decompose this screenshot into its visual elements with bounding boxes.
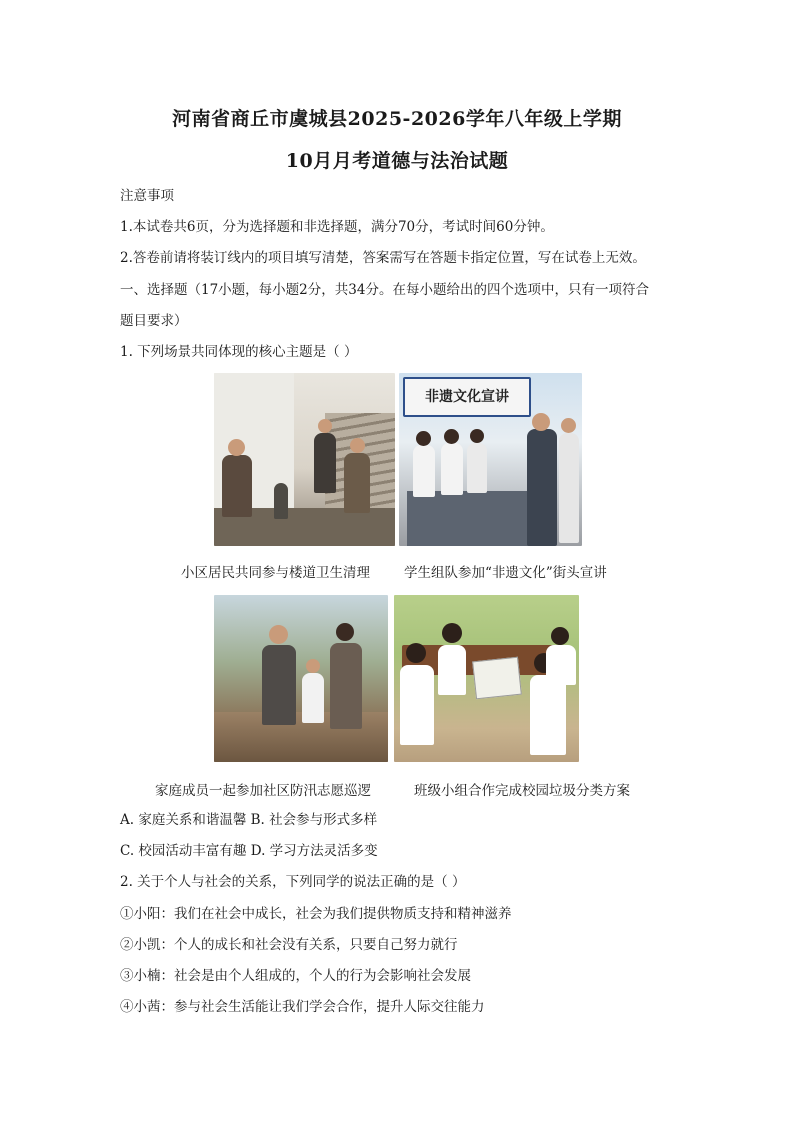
section-intro-line1: 一、选择题（17小题，每小题2分，共34分。在每小题给出的四个选项中，只有一项符合 (120, 282, 649, 298)
booth-banner: 非遗文化宣讲 (403, 377, 531, 417)
notes-item-2: 2.答卷前请将装订线内的项目填写清楚，答案需写在答题卡指定位置，写在试卷上无效。 (120, 250, 646, 266)
notes-heading: 注意事项 (120, 188, 174, 204)
photo-4-caption: 班级小组合作完成校园垃圾分类方案 (414, 783, 630, 799)
question-2-item-2: ②小凯：个人的成长和社会没有关系，只要自己努力就行 (120, 937, 458, 953)
question-2-item-1: ①小阳：我们在社会中成长，社会为我们提供物质支持和精神滋养 (120, 906, 512, 922)
question-1-options-ab: A. 家庭关系和谐温馨 B. 社会参与形式多样 (120, 812, 378, 828)
photo-flood-patrol-family (214, 595, 388, 762)
question-2-item-4: ④小茜：参与社会生活能让我们学会合作，提升人际交往能力 (120, 999, 485, 1015)
photo-stairwell-cleaning (214, 373, 395, 546)
photo-3-caption: 家庭成员一起参加社区防汛志愿巡逻 (155, 783, 371, 799)
exam-title-line2: 10月月考道德与法治试题 (285, 150, 509, 172)
photo-1-caption: 小区居民共同参与楼道卫生清理 (181, 565, 370, 581)
question-1-stem: 1. 下列场景共同体现的核心主题是（ ） (120, 344, 358, 360)
photo-heritage-street-booth (399, 373, 582, 546)
photo-garbage-sorting-plan (394, 595, 579, 762)
photo-2-caption: 学生组队参加“非遗文化”街头宣讲 (404, 565, 607, 581)
section-intro-line2: 题目要求） (120, 313, 188, 329)
question-2-item-3: ③小楠：社会是由个人组成的，个人的行为会影响社会发展 (120, 968, 471, 984)
notes-item-1: 1.本试卷共6页，分为选择题和非选择题，满分70分，考试时间60分钟。 (120, 219, 554, 235)
question-1-options-cd: C. 校园活动丰富有趣 D. 学习方法灵活多变 (120, 843, 378, 859)
question-2-stem: 2. 关于个人与社会的关系，下列同学的说法正确的是（ ） (120, 874, 466, 890)
exam-title-line1: 河南省商丘市虞城县2025-2026学年八年级上学期 (172, 108, 622, 130)
